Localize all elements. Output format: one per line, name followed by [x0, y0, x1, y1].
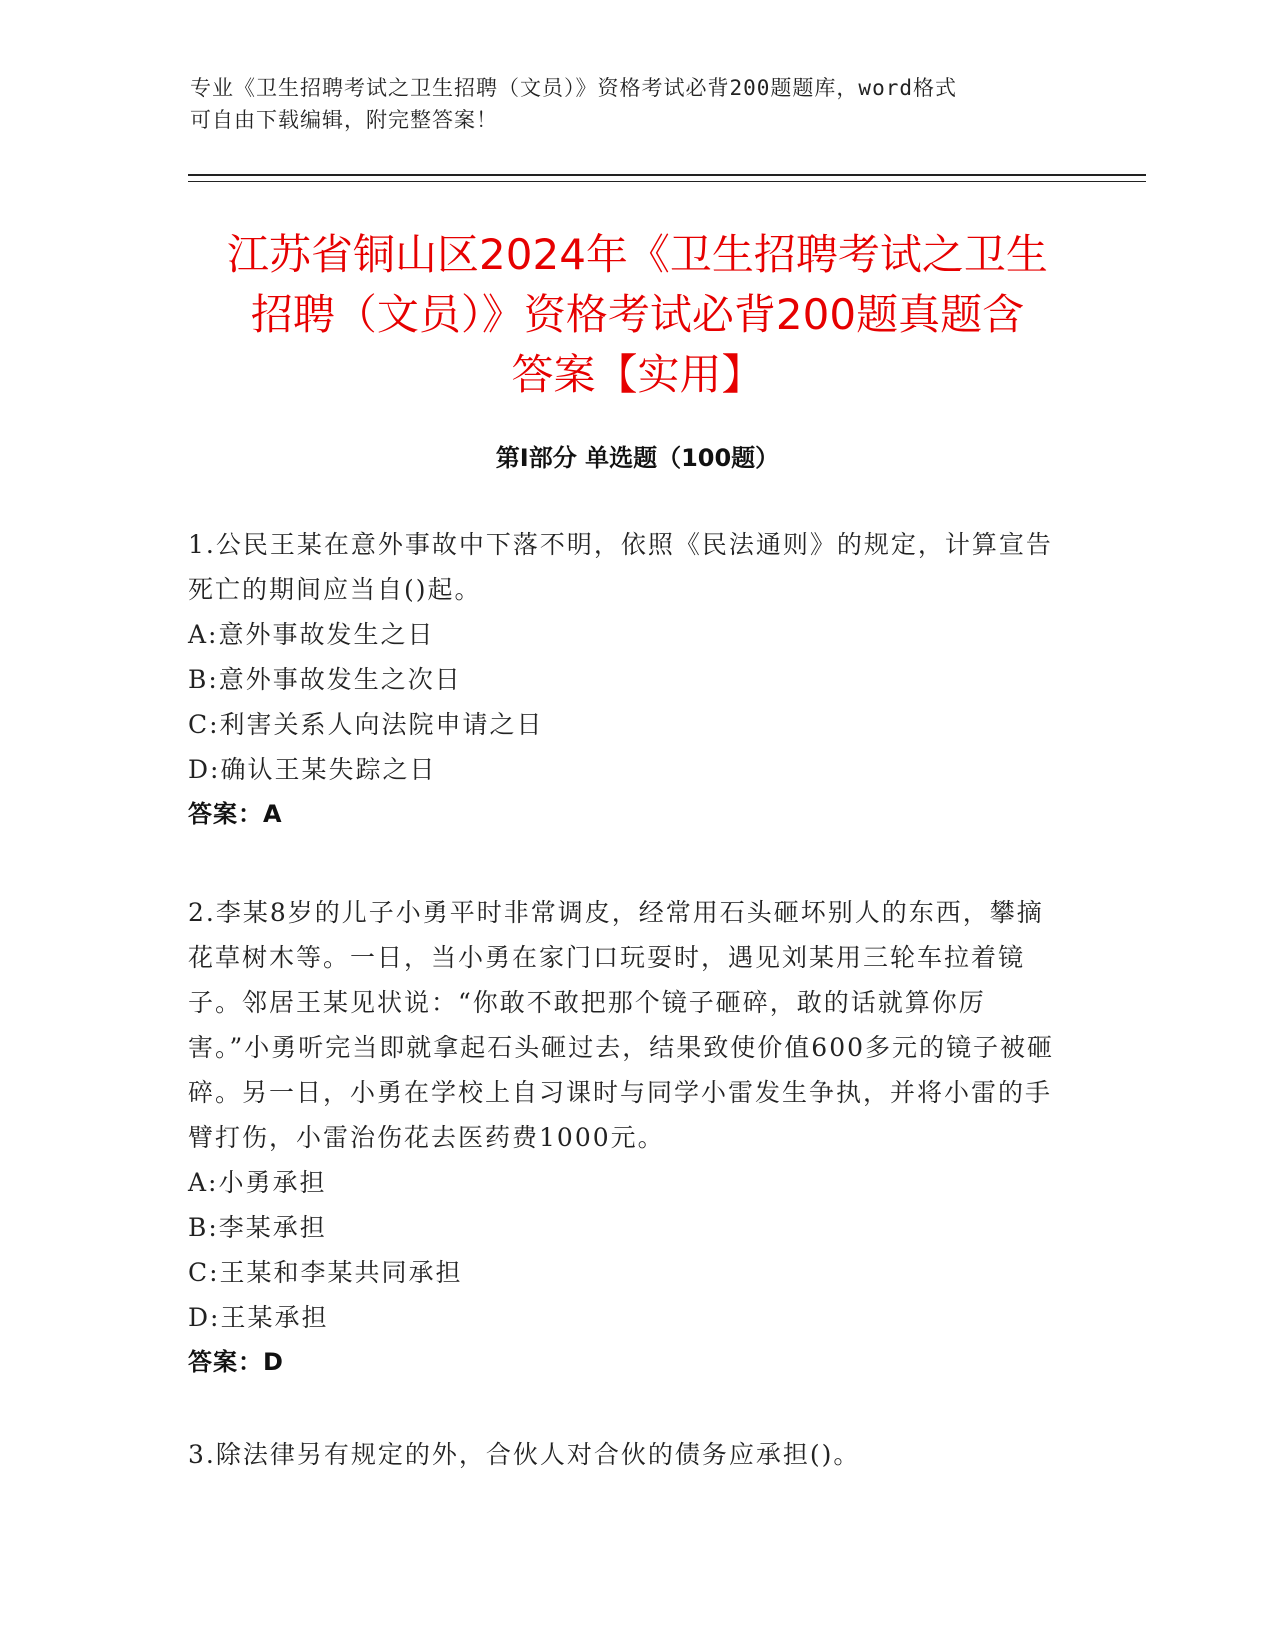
title-line-2: 招聘（文员）》资格考试必背200题真题含 [250, 290, 1025, 339]
answer-label: 答案：D [188, 1348, 284, 1376]
document-title [180, 225, 1095, 405]
question-3 [188, 1432, 1068, 1477]
option-a: A:小勇承担 [188, 1168, 327, 1197]
question-stem: 1.公民王某在意外事故中下落不明，依照《民法通则》的规定，计算宣告死亡的期间应当自()起。 [188, 530, 1053, 604]
option-d: D:王某承担 [188, 1303, 329, 1332]
question-2 [188, 890, 1068, 1385]
header-line-1: 专业《卫生招聘考试之卫生招聘（文员）》资格考试必背200题题库，word格式 [190, 76, 957, 100]
option-c: C:王某和李某共同承担 [188, 1258, 463, 1287]
question-stem: 2.李某8岁的儿子小勇平时非常调皮，经常用石头砸坏别人的东西，攀摘花草树木等。一日，当小勇在家门口玩耍时，遇见刘某用三轮车拉着镜子。邻居王某见状说：“你敢不敢把那个镜子砸碎，敢的话就算你厉害。”小勇听完当即就拿起石头砸过去，结果致使价值600多元的镜子被砸碎。另一日，小勇在学校上自习课时与同学小雷发生争执，并将小雷的手臂打伤，小雷治伤花去医药费1000元。 [188, 898, 1055, 1152]
title-line-1: 江苏省铜山区2024年《卫生招聘考试之卫生 [227, 230, 1048, 279]
header-rule-thin [188, 181, 1146, 182]
option-a: A:意外事故发生之日 [188, 620, 435, 649]
option-d: D:确认王某失踪之日 [188, 755, 437, 784]
header-line-2: 可自由下载编辑，附完整答案！ [190, 108, 498, 132]
answer-label: 答案：A [188, 800, 283, 828]
question-1 [188, 522, 1068, 837]
question-stem: 3.除法律另有规定的外，合伙人对合伙的债务应承担()。 [188, 1440, 861, 1469]
option-b: B:李某承担 [188, 1213, 327, 1242]
option-b: B:意外事故发生之次日 [188, 665, 462, 694]
page-header [190, 72, 1070, 136]
section-title: 第Ⅰ部分 单选题（100题） [495, 444, 780, 472]
title-line-3: 答案【实用】 [511, 350, 764, 399]
option-c: C:利害关系人向法院申请之日 [188, 710, 544, 739]
header-rule-thick [188, 174, 1146, 176]
